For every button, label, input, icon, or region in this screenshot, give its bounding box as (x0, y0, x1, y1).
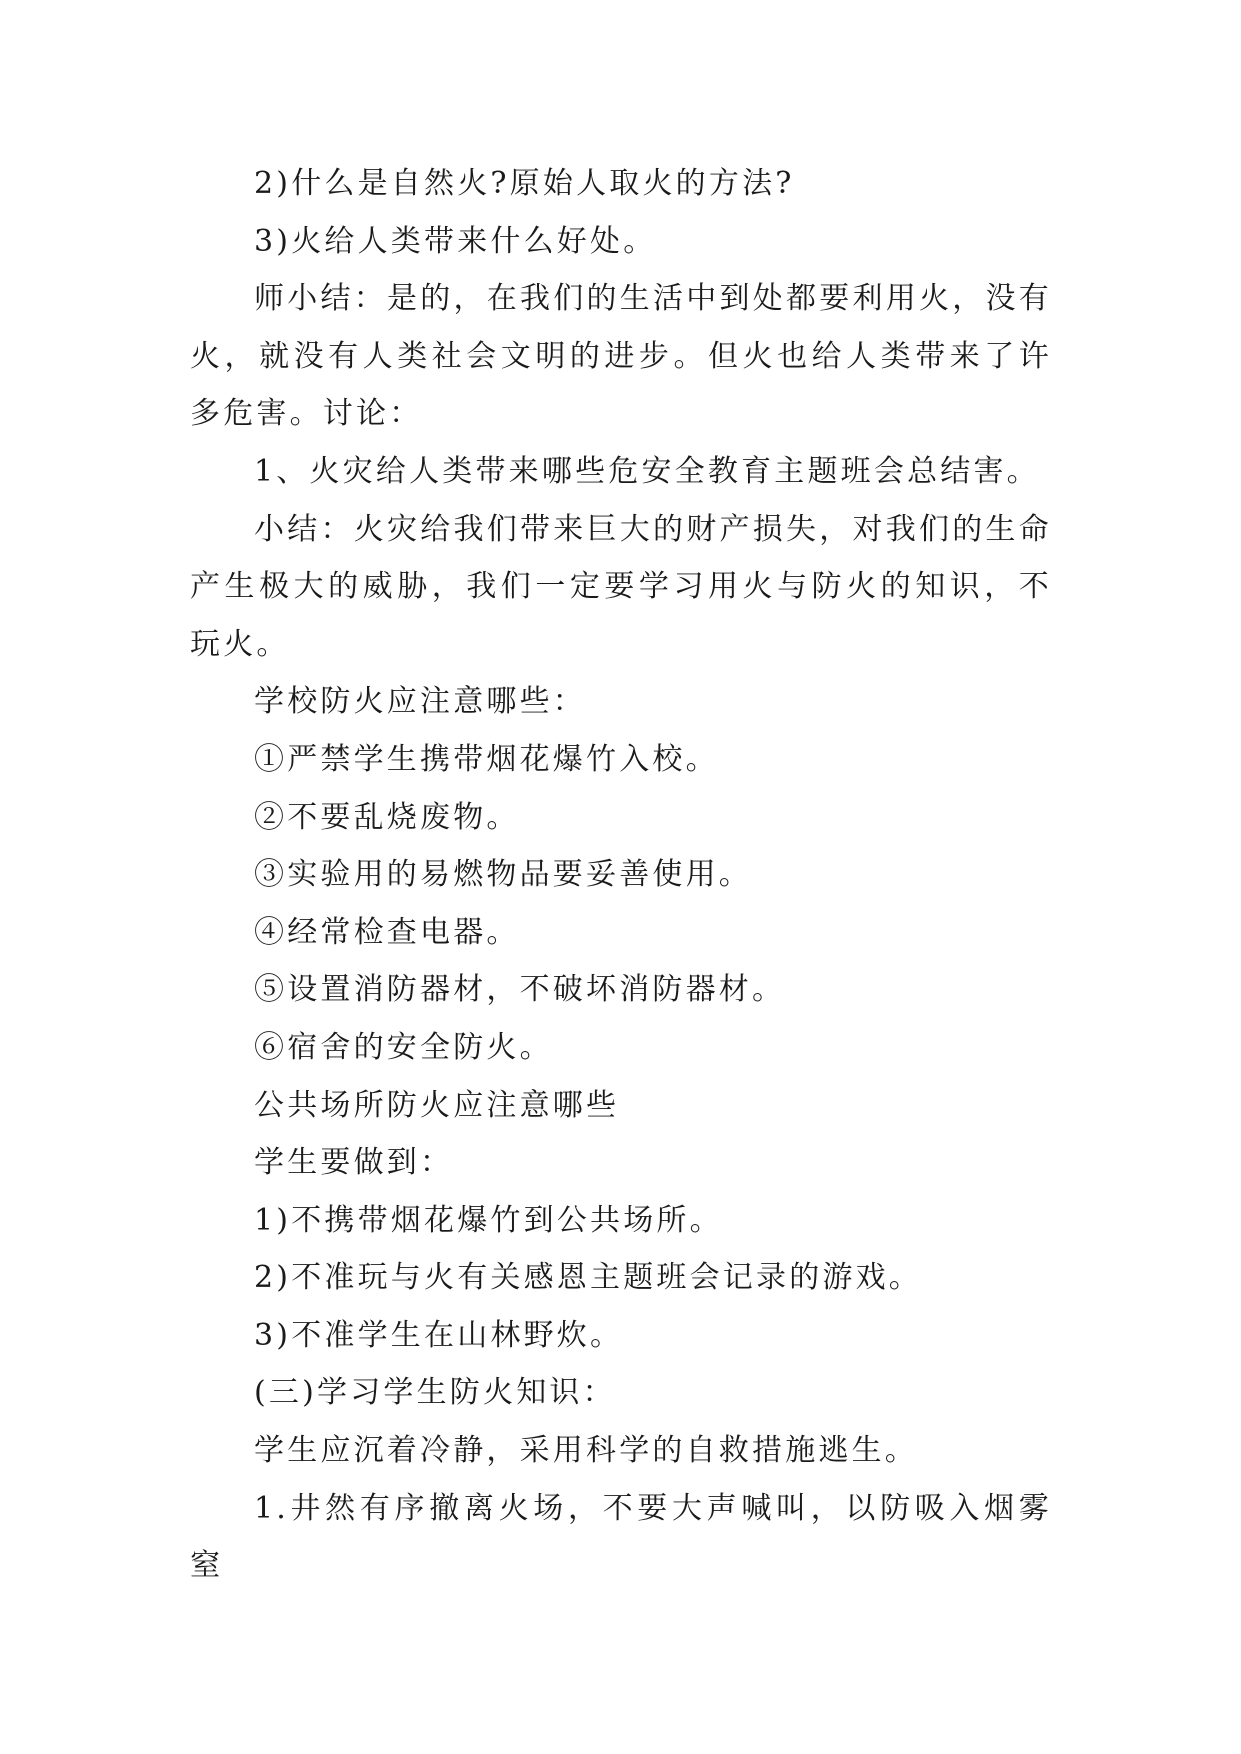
paragraph: 2)什么是自然火?原始人取火的方法? (254, 166, 795, 201)
paragraph: (三)学习学生防火知识： (254, 1375, 616, 1411)
paragraph: 学校防火应注意哪些： (254, 684, 586, 720)
paragraph: 学生要做到： (254, 1145, 454, 1181)
paragraph: 公共场所防火应注意哪些 (254, 1087, 620, 1123)
paragraph: ①严禁学生携带烟花爆竹入校。 (254, 741, 719, 777)
paragraph: 1.井然有序撤离火场，不要大声喊叫，以防吸入烟雾窒 (190, 1490, 1052, 1584)
paragraph: ④经常检查电器。 (254, 914, 520, 950)
paragraph: ⑥宿舍的安全防火。 (254, 1029, 553, 1065)
document-body (190, 155, 1052, 1595)
paragraph: ②不要乱烧废物。 (254, 799, 520, 835)
paragraph: 学生应沉着冷静，采用科学的自救措施逃生。 (254, 1433, 918, 1469)
paragraph: 2)不准玩与火有关感恩主题班会记录的游戏。 (254, 1260, 922, 1296)
paragraph: ③实验用的易燃物品要妥善使用。 (254, 857, 752, 893)
paragraph: 1)不携带烟花爆竹到公共场所。 (254, 1202, 723, 1238)
paragraph: 3)不准学生在山林野炊。 (254, 1317, 624, 1353)
paragraph: 1、火灾给人类带来哪些危安全教育主题班会总结害。 (254, 453, 1040, 489)
paragraph: 3)火给人类带来什么好处。 (254, 223, 657, 259)
paragraph: 小结：火灾给我们带来巨大的财产损失，对我们的生命产生极大的威胁，我们一定要学习用火与防火的知识，不玩火。 (190, 511, 1052, 662)
paragraph: ⑤设置消防器材，不破坏消防器材。 (254, 972, 786, 1008)
paragraph: 师小结：是的，在我们的生活中到处都要利用火，没有火，就没有人类社会文明的进步。但火也给人类带来了许多危害。讨论： (190, 281, 1052, 432)
